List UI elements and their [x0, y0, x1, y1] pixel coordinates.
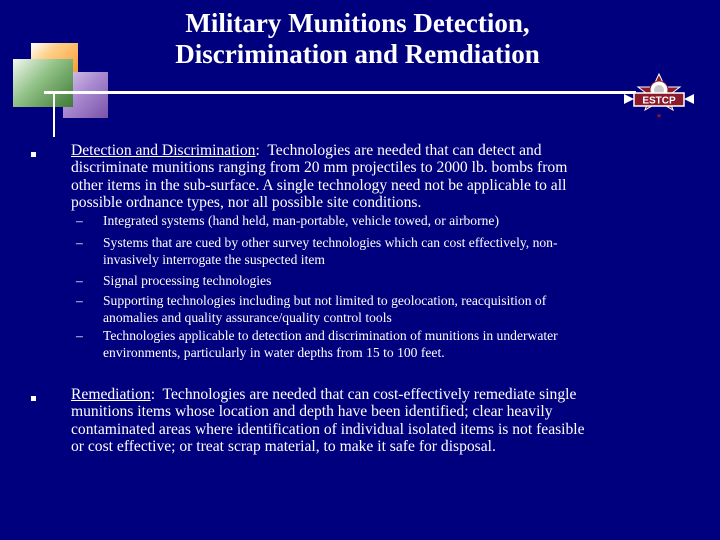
sub-item-line: Integrated systems (hand held, man-portable, vehicle towed, or airborne)	[103, 213, 499, 228]
bullet-heading: Remediation	[71, 386, 151, 403]
bullet-remediation	[71, 386, 691, 456]
title-line-1: Military Munitions Detection,	[185, 8, 530, 38]
sub-item-line: invasively interrogate the suspected item	[103, 251, 325, 267]
bullet-line: possible ordnance types, nor all possible site conditions.	[71, 194, 422, 212]
decor-square-green	[13, 59, 73, 107]
sub-item-line: Signal processing technologies	[103, 273, 272, 288]
bullet-line: Technologies are needed that can detect and	[259, 142, 542, 159]
bullet-detection	[71, 142, 691, 212]
slide-title	[100, 8, 615, 70]
bullet-line: discriminate munitions ranging from 20 mm projectiles to 2000 lb. bombs from	[71, 159, 568, 177]
sub-item-line: anomalies and quality assurance/quality control tools	[103, 309, 392, 325]
bullet-heading: Detection and Discrimination	[71, 142, 256, 159]
heading-separator: :	[150, 386, 156, 403]
sub-item-line: Technologies applicable to detection and discrimination of munitions in underwater	[103, 328, 558, 343]
sub-item	[76, 293, 686, 326]
title-line-2: Discrimination and Remdiation	[175, 39, 540, 69]
bullet-marker	[31, 396, 36, 401]
dash-marker: –	[76, 235, 83, 250]
sub-item	[76, 213, 686, 230]
bullet-line: other items in the sub-surface. A single technology need not be applicable to all	[71, 176, 567, 194]
star-icon: ★	[655, 112, 663, 120]
sub-item-line: environments, particularly in water depths from 15 to 100 feet.	[103, 344, 445, 360]
dash-marker: –	[76, 273, 83, 288]
bullet-line: Technologies are needed that can cost-effectively remediate single	[155, 386, 577, 403]
sub-item	[76, 328, 686, 361]
logo-text: ESTCP	[642, 95, 676, 107]
dash-marker: –	[76, 213, 83, 228]
bullet-line: munitions items whose location and depth have been identified; clear heavily	[71, 403, 553, 421]
estcp-logo	[620, 72, 698, 122]
title-divider	[44, 91, 636, 94]
sub-item	[76, 273, 686, 290]
dash-marker: –	[76, 293, 83, 308]
bullet-line: or cost effective; or treat scrap material, to make it safe for disposal.	[71, 438, 496, 456]
bullet-line: contaminated areas where identification of individual isolated items is not feasible	[71, 420, 585, 438]
sub-item-line: Systems that are cued by other survey technologies which can cost effectively, non-	[103, 235, 558, 250]
dash-marker: –	[76, 328, 83, 343]
vertical-divider	[53, 91, 55, 137]
sub-item	[76, 235, 686, 268]
heading-separator: :	[255, 142, 260, 159]
bullet-marker	[31, 152, 36, 157]
sub-item-line: Supporting technologies including but not limited to geolocation, reacquisition of	[103, 293, 547, 308]
